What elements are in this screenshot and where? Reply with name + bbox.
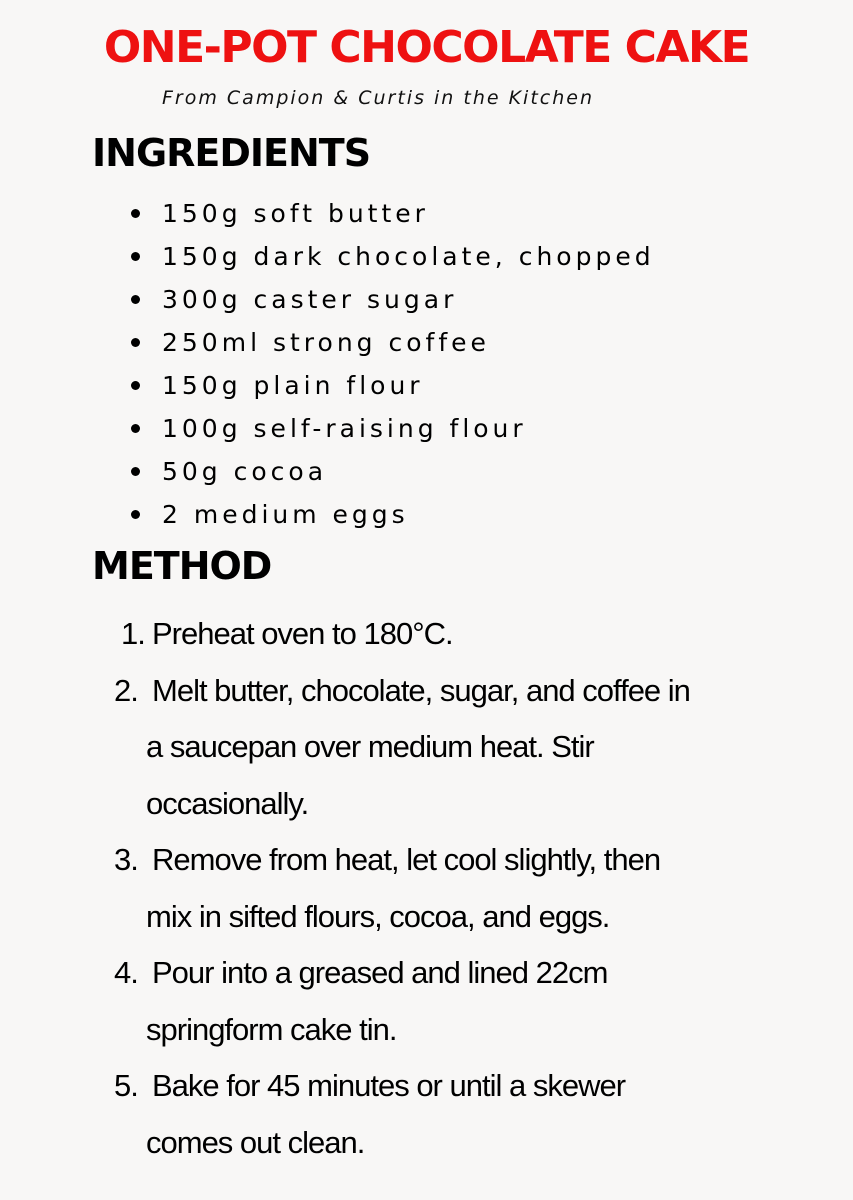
step-number: 3. — [114, 842, 138, 877]
step-line: occasionally. — [146, 785, 309, 821]
ingredient-text: 250ml strong coffee — [162, 328, 490, 357]
step-line: mix in sifted flours, cocoa, and eggs. — [146, 898, 610, 934]
ingredient-text: 150g dark chocolate, chopped — [162, 242, 655, 271]
step-number: 4. — [114, 955, 138, 990]
ingredients-heading: INGREDIENTS — [92, 131, 371, 175]
bullet-icon — [131, 381, 140, 390]
method-step — [0, 606, 853, 663]
method-step — [0, 832, 853, 945]
method-step — [0, 663, 853, 833]
step-text — [146, 832, 806, 945]
bullet-icon — [131, 467, 140, 476]
method-steps — [0, 606, 853, 1171]
ingredient-text: 150g soft butter — [162, 199, 429, 228]
ingredient-text: 50g cocoa — [162, 457, 328, 486]
ingredient-text: 100g self-raising flour — [162, 414, 527, 443]
step-text — [146, 663, 806, 833]
step-line: comes out clean. — [146, 1124, 365, 1160]
ingredient-text: 2 medium eggs — [162, 500, 409, 529]
recipe-title: ONE-POT CHOCOLATE CAKE — [103, 22, 750, 73]
step-line: Melt butter, chocolate, sugar, and coffee in — [152, 672, 690, 708]
ingredient-text: 300g caster sugar — [162, 285, 458, 314]
step-line: Remove from heat, let cool slightly, then — [152, 842, 661, 877]
bullet-icon — [131, 424, 140, 433]
step-text — [146, 606, 806, 663]
step-line: Pour into a greased and lined 22cm — [152, 955, 608, 990]
recipe-subtitle: From Campion & Curtis in the Kitchen — [162, 87, 595, 109]
method-step — [0, 1058, 853, 1171]
step-number: 2. — [114, 672, 138, 708]
bullet-icon — [131, 510, 140, 519]
step-line: springform cake tin. — [146, 1011, 397, 1047]
step-line: Bake for 45 minutes or until a skewer — [152, 1068, 626, 1103]
bullet-icon — [131, 209, 140, 218]
step-number: 1. — [121, 616, 145, 651]
ingredient-text: 150g plain flour — [162, 371, 424, 400]
bullet-icon — [131, 295, 140, 304]
bullet-icon — [131, 252, 140, 261]
method-heading: METHOD — [92, 544, 272, 588]
step-text — [146, 1058, 806, 1171]
bullet-icon — [131, 338, 140, 347]
step-line: a saucepan over medium heat. Stir — [146, 729, 594, 764]
step-line: Preheat oven to 180°C. — [152, 616, 453, 651]
step-text — [146, 945, 806, 1058]
step-number: 5. — [114, 1068, 138, 1103]
method-step — [0, 945, 853, 1058]
